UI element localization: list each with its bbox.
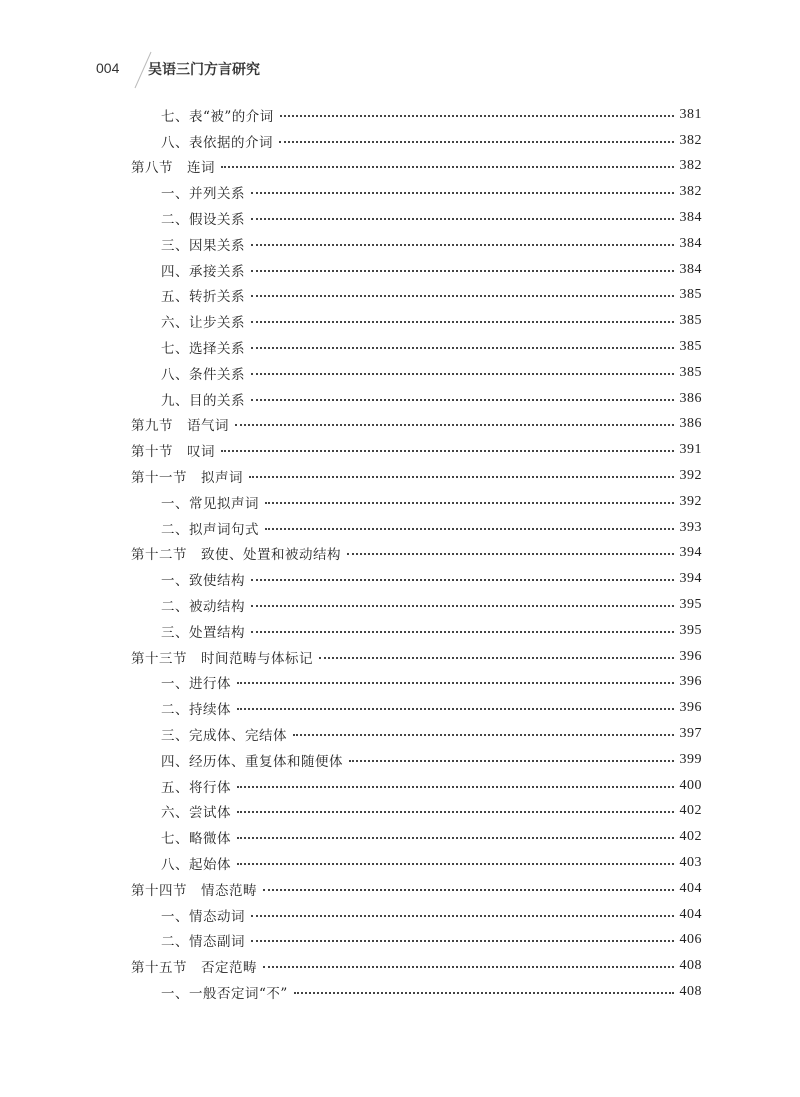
toc-page-number: 384 — [679, 261, 702, 277]
toc-page-number: 408 — [679, 983, 702, 999]
dot-leader — [251, 399, 674, 401]
dot-leader — [221, 166, 674, 168]
toc-subsection-entry[interactable] — [0, 902, 702, 928]
toc-section-number: 第十一节 — [131, 470, 187, 487]
dot-leader — [349, 760, 674, 762]
toc-page-number: 394 — [679, 545, 702, 561]
toc-section-entry[interactable] — [0, 463, 702, 489]
toc-subsection-entry[interactable] — [0, 102, 702, 128]
toc-subsection-entry[interactable] — [0, 618, 702, 644]
dot-leader — [251, 244, 674, 246]
toc-entry-label: 七、表“被”的介词 — [161, 108, 274, 125]
toc-subsection-entry[interactable] — [0, 179, 702, 205]
toc-entry-label: 四、承接关系 — [161, 263, 245, 280]
toc-section-entry[interactable] — [0, 644, 702, 670]
dot-leader — [251, 192, 674, 194]
toc-page-number: 394 — [679, 571, 702, 587]
toc-section-title: 情态范畴 — [201, 882, 257, 899]
toc-page-number: 406 — [679, 932, 702, 948]
toc-entry-label: 三、完成体、完结体 — [161, 728, 287, 745]
dot-leader — [279, 141, 674, 143]
dot-leader — [251, 321, 674, 323]
toc-page-number: 385 — [679, 313, 702, 329]
toc-section-title: 致使、处置和被动结构 — [201, 547, 341, 564]
toc-subsection-entry[interactable] — [0, 308, 702, 334]
dot-leader — [235, 424, 674, 426]
toc-subsection-entry[interactable] — [0, 205, 702, 231]
toc-section-number: 第十四节 — [131, 882, 187, 899]
toc-section-entry[interactable] — [0, 154, 702, 180]
toc-entry-label — [131, 879, 257, 899]
dot-leader — [237, 863, 674, 865]
toc-section-number: 第十三节 — [131, 650, 187, 667]
toc-subsection-entry[interactable] — [0, 334, 702, 360]
toc-page-number: 392 — [679, 468, 702, 484]
dot-leader — [251, 373, 674, 375]
toc-page-number: 403 — [679, 855, 702, 870]
toc-entry-label: 二、持续体 — [161, 702, 231, 719]
toc-page-number: 404 — [679, 880, 702, 896]
toc-page-number: 382 — [679, 184, 702, 200]
dot-leader — [263, 889, 674, 891]
toc-entry-label: 九、目的关系 — [161, 392, 245, 409]
toc-page-number: 395 — [679, 622, 702, 638]
book-title: 吴语三门方言研究 — [148, 62, 260, 78]
toc-section-title: 叹词 — [187, 444, 215, 461]
toc-page-number: 396 — [679, 648, 702, 664]
toc-subsection-entry[interactable] — [0, 386, 702, 412]
toc-page-number: 386 — [679, 416, 702, 432]
toc-section-entry[interactable] — [0, 876, 702, 902]
toc-page-number: 384 — [679, 210, 702, 226]
toc-page-number: 384 — [679, 235, 702, 251]
toc-entry-label — [131, 156, 215, 176]
dot-leader — [237, 708, 674, 710]
toc-page-number: 395 — [679, 597, 702, 613]
toc-entry-label: 八、表依据的介词 — [161, 134, 273, 151]
toc-entry-label: 一、致使结构 — [161, 573, 245, 590]
toc-page-number: 408 — [679, 958, 702, 974]
toc-section-title: 语气词 — [187, 418, 229, 435]
toc-subsection-entry[interactable] — [0, 799, 702, 825]
toc-entry-label: 一、进行体 — [161, 676, 231, 693]
dot-leader — [249, 476, 674, 478]
toc-page-number: 402 — [679, 829, 702, 845]
toc-entry-label: 二、情态副词 — [161, 934, 245, 951]
toc-entry-label: 五、转折关系 — [161, 289, 245, 306]
toc-entry-label — [131, 647, 313, 667]
toc-section-title: 拟声词 — [201, 470, 243, 487]
toc-entry-label: 二、被动结构 — [161, 599, 245, 616]
dot-leader — [251, 579, 674, 581]
toc-entry-label — [131, 440, 215, 460]
toc-entry-label: 八、起始体 — [161, 857, 231, 873]
dot-leader — [221, 450, 674, 452]
toc-entry-label: 三、因果关系 — [161, 237, 245, 254]
toc-entry-label — [131, 956, 257, 976]
toc-subsection-entry[interactable] — [0, 592, 702, 618]
toc-subsection-entry[interactable] — [0, 231, 702, 257]
toc-entry-label: 七、略微体 — [161, 831, 231, 848]
dot-leader — [293, 734, 674, 736]
toc-section-number: 第十节 — [131, 444, 173, 461]
dot-leader — [237, 682, 674, 684]
toc-section-entry[interactable] — [0, 437, 702, 463]
dot-leader — [265, 528, 674, 530]
toc-page-number: 392 — [679, 493, 702, 509]
toc-subsection-entry[interactable] — [0, 928, 702, 954]
toc-subsection-entry[interactable] — [0, 979, 702, 1005]
dot-leader — [263, 966, 674, 968]
dot-leader — [251, 605, 674, 607]
toc-page-number: 385 — [679, 364, 702, 380]
toc-subsection-entry[interactable] — [0, 283, 702, 309]
toc-section-title: 时间范畴与体标记 — [201, 650, 313, 667]
toc-subsection-entry[interactable] — [0, 128, 702, 154]
toc-page-number: 396 — [679, 674, 702, 690]
toc-page-number: 393 — [679, 519, 702, 535]
dot-leader — [237, 786, 674, 788]
toc-page-number: 386 — [679, 390, 702, 406]
toc-entry-label — [131, 543, 341, 563]
toc-section-title: 否定范畴 — [201, 960, 257, 977]
toc-subsection-entry[interactable] — [0, 360, 702, 386]
toc-page-number: 391 — [679, 442, 702, 458]
toc-entry-label: 七、选择关系 — [161, 341, 245, 358]
toc-entry-label: 一、常见拟声词 — [161, 495, 259, 512]
toc-subsection-entry[interactable] — [0, 670, 702, 696]
page-number: 004 — [96, 60, 120, 76]
toc-entry-label: 一、并列关系 — [161, 186, 245, 203]
dot-leader — [347, 553, 674, 555]
toc-section-number: 第十五节 — [131, 960, 187, 977]
dot-leader — [237, 837, 674, 839]
toc-subsection-entry[interactable] — [0, 773, 702, 799]
toc-entry-label: 三、处置结构 — [161, 624, 245, 641]
toc-entry-label — [131, 466, 243, 486]
dot-leader — [294, 992, 674, 994]
toc-page-number: 382 — [679, 158, 702, 174]
toc-page-number: 396 — [679, 700, 702, 716]
toc-entry-label: 六、尝试体 — [161, 805, 231, 822]
toc-section-number: 第十二节 — [131, 547, 187, 564]
toc-entry-label: 八、条件关系 — [161, 366, 245, 383]
toc-subsection-entry[interactable] — [0, 566, 702, 592]
toc-page-number: 397 — [679, 726, 702, 742]
dot-leader — [265, 502, 674, 504]
toc-page-number: 399 — [679, 751, 702, 767]
toc-subsection-entry[interactable] — [0, 489, 702, 515]
toc-subsection-entry[interactable] — [0, 747, 702, 773]
toc-section-entry[interactable] — [0, 953, 702, 979]
table-of-contents — [0, 102, 800, 1005]
dot-leader — [251, 347, 674, 349]
toc-page-number: 382 — [679, 132, 702, 148]
toc-section-number: 第九节 — [131, 418, 173, 435]
toc-section-number: 第八节 — [131, 160, 173, 177]
dot-leader — [319, 657, 674, 659]
toc-entry-label: 二、假设关系 — [161, 212, 245, 229]
toc-page-number: 402 — [679, 803, 702, 819]
toc-page-number: 400 — [679, 777, 702, 793]
toc-section-entry[interactable] — [0, 412, 702, 438]
toc-subsection-entry[interactable] — [0, 257, 702, 283]
dot-leader — [251, 940, 674, 942]
toc-entry-label: 一、情态动词 — [161, 908, 245, 925]
toc-entry-label: 四、经历体、重复体和随便体 — [161, 753, 343, 770]
toc-subsection-entry[interactable] — [0, 850, 702, 876]
toc-page-number: 385 — [679, 287, 702, 303]
dot-leader — [237, 811, 674, 813]
toc-subsection-entry[interactable] — [0, 695, 702, 721]
toc-entry-label — [131, 414, 229, 434]
toc-section-entry[interactable] — [0, 541, 702, 567]
toc-subsection-entry[interactable] — [0, 721, 702, 747]
toc-entry-label: 五、将行体 — [161, 779, 231, 796]
dot-leader — [251, 270, 674, 272]
toc-subsection-entry[interactable] — [0, 824, 702, 850]
toc-entry-label: 一、一般否定词“不” — [161, 985, 288, 1002]
page-header — [96, 56, 356, 86]
toc-subsection-entry[interactable] — [0, 515, 702, 541]
dot-leader — [251, 218, 674, 220]
dot-leader — [280, 115, 674, 117]
toc-page-number: 404 — [679, 906, 702, 922]
toc-page-number: 385 — [679, 339, 702, 355]
toc-entry-label: 六、让步关系 — [161, 315, 245, 332]
dot-leader — [251, 631, 674, 633]
dot-leader — [251, 915, 674, 917]
toc-page-number: 381 — [679, 106, 702, 122]
toc-section-title: 连词 — [187, 160, 215, 177]
dot-leader — [251, 295, 674, 297]
toc-entry-label: 二、拟声词句式 — [161, 521, 259, 538]
